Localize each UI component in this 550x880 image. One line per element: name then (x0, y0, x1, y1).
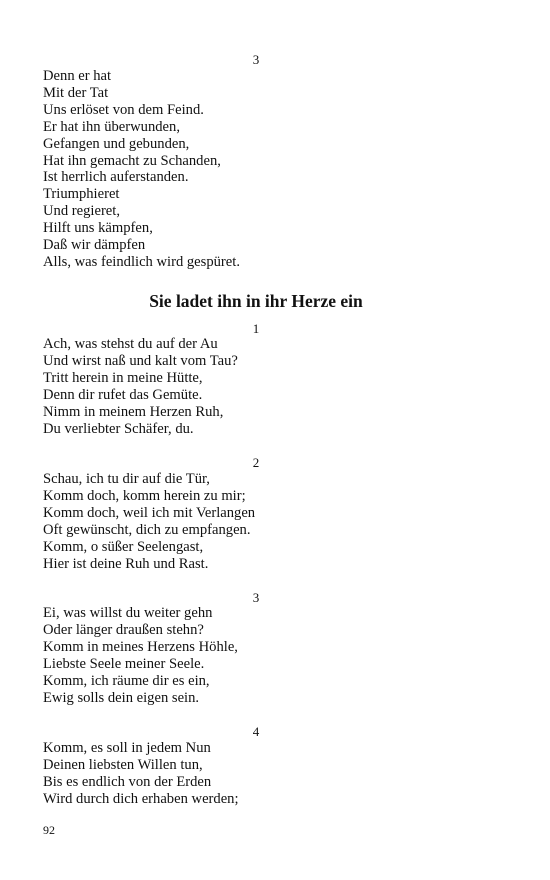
stanza-number: 3 (252, 590, 260, 605)
verse-line: Schau, ich tu dir auf die Tür, (43, 471, 210, 487)
stanza-number: 2 (252, 455, 260, 470)
poem-title: Sie ladet ihn in ihr Herze ein (149, 291, 363, 311)
verse-line: Nimm in meinem Herzen Ruh, (43, 403, 224, 420)
verse-line: Tritt herein in meine Hütte, (43, 369, 203, 386)
stanza-2 (43, 471, 473, 572)
verse-line: Ach, was stehst du auf der Au (43, 336, 218, 352)
verse-line: Triumphieret (43, 186, 120, 203)
verse-line: Komm in meines Herzens Höhle, (43, 638, 238, 655)
verse-line: Denn dir rufet das Gemüte. (43, 386, 203, 403)
verse-line: Wird durch dich erhaben werden; (43, 790, 239, 807)
verse-line: Komm doch, weil ich mit Verlangen (43, 504, 256, 521)
verse-line: Liebste Seele meiner Seele. (43, 655, 205, 672)
verse-line: Komm, ich räume dir es ein, (43, 672, 210, 689)
verse-line: Alls, was feindlich wird gespüret. (43, 253, 240, 270)
verse-line: Ei, was willst du weiter gehn (43, 605, 213, 621)
verse-line: Oder länger draußen stehn? (43, 621, 204, 638)
stanza-3 (43, 605, 473, 706)
verse-line: Komm, es soll in jedem Nun (43, 740, 211, 756)
verse-line: Oft gewünscht, dich zu empfangen. (43, 521, 251, 538)
verse-line: Komm, o süßer Seelengast, (43, 538, 204, 555)
verse-line: Denn er hat (43, 68, 112, 84)
stanza-4 (43, 740, 473, 808)
verse-line: Ewig solls dein eigen sein. (43, 689, 200, 706)
stanza-number: 1 (252, 321, 260, 336)
verse-line: Daß wir dämpfen (43, 237, 146, 254)
stanza-prev-3 (43, 68, 473, 271)
verse-line: Komm doch, komm herein zu mir; (43, 487, 246, 504)
verse-line: Gefangen und gebunden, (43, 135, 190, 152)
stanza-1 (43, 336, 473, 437)
verse-line: Ist herrlich auferstanden. (43, 169, 189, 186)
verse-line: Hilft uns kämpfen, (43, 220, 153, 237)
verse-line: Er hat ihn überwunden, (43, 118, 180, 135)
stanza-number: 3 (252, 52, 260, 67)
verse-line: Du verliebter Schäfer, du. (43, 420, 194, 437)
verse-line: Deinen liebsten Willen tun, (43, 756, 203, 773)
verse-line: Und wirst naß und kalt vom Tau? (43, 352, 238, 369)
verse-line: Und regieret, (43, 203, 120, 220)
verse-line: Uns erlöset von dem Feind. (43, 101, 204, 118)
stanza-number: 4 (252, 724, 260, 739)
verse-line: Hat ihn gemacht zu Schanden, (43, 152, 221, 169)
page-number: 92 (43, 823, 55, 837)
verse-line: Hier ist deine Ruh und Rast. (43, 555, 209, 572)
verse-line: Bis es endlich von der Erden (43, 773, 212, 790)
verse-line: Mit der Tat (43, 84, 109, 101)
